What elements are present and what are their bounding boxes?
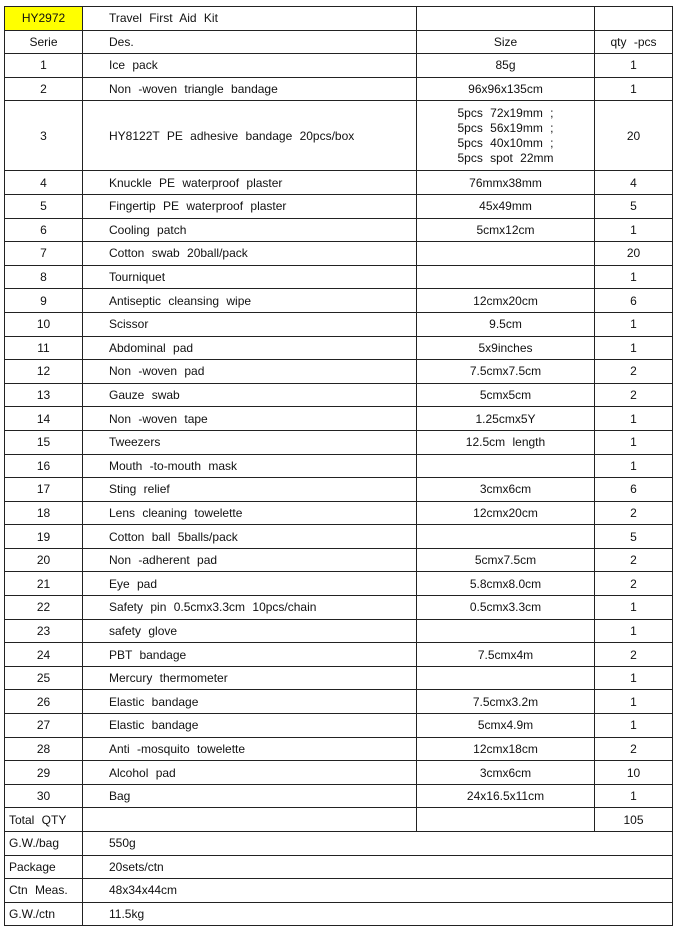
item-description: Cotton swab 20ball/pack (83, 242, 417, 266)
table-row (5, 501, 673, 525)
table-row (5, 383, 673, 407)
item-qty: 1 (595, 714, 673, 738)
item-size: 1.25cmx5Y (417, 407, 595, 431)
table-row (5, 784, 673, 808)
item-serie: 10 (5, 312, 83, 336)
total-blank-des (83, 808, 417, 832)
table-row (5, 101, 673, 171)
item-size: 5x9inches (417, 336, 595, 360)
item-serie: 17 (5, 478, 83, 502)
item-qty: 1 (595, 218, 673, 242)
item-serie: 20 (5, 548, 83, 572)
item-qty: 1 (595, 430, 673, 454)
item-serie: 26 (5, 690, 83, 714)
table-row (5, 454, 673, 478)
item-qty: 1 (595, 336, 673, 360)
kit-spec-table (4, 6, 673, 926)
table-row (5, 336, 673, 360)
item-description: HY8122T PE adhesive bandage 20pcs/box (83, 101, 417, 171)
table-row (5, 619, 673, 643)
info-row (5, 832, 673, 856)
info-row (5, 879, 673, 903)
item-description: Anti -mosquito towelette (83, 737, 417, 761)
table-row (5, 289, 673, 313)
item-description: Antiseptic cleansing wipe (83, 289, 417, 313)
item-qty: 1 (595, 54, 673, 78)
table-row (5, 548, 673, 572)
item-size: 9.5cm (417, 312, 595, 336)
item-size: 76mmx38mm (417, 171, 595, 195)
item-size-line: 5pcs 56x19mm ; (457, 120, 554, 135)
item-size: 3cmx6cm (417, 478, 595, 502)
table-row (5, 194, 673, 218)
table-row (5, 430, 673, 454)
info-value: 550g (83, 832, 673, 856)
table-row (5, 54, 673, 78)
item-size (417, 666, 595, 690)
item-serie: 13 (5, 383, 83, 407)
total-qty: 105 (595, 808, 673, 832)
item-serie: 23 (5, 619, 83, 643)
item-description: Non -woven triangle bandage (83, 77, 417, 101)
info-row (5, 902, 673, 926)
item-description: Non -woven tape (83, 407, 417, 431)
table-row (5, 242, 673, 266)
info-value: 11.5kg (83, 902, 673, 926)
item-serie: 19 (5, 525, 83, 549)
table-row (5, 643, 673, 667)
item-qty: 2 (595, 737, 673, 761)
product-title: Travel First Aid Kit (83, 7, 417, 31)
item-description: Fingertip PE waterproof plaster (83, 194, 417, 218)
item-description: Sting relief (83, 478, 417, 502)
item-serie: 15 (5, 430, 83, 454)
item-qty: 2 (595, 548, 673, 572)
item-description: safety glove (83, 619, 417, 643)
item-qty: 2 (595, 501, 673, 525)
item-size: 7.5cmx7.5cm (417, 360, 595, 384)
item-size (417, 242, 595, 266)
info-value: 20sets/ctn (83, 855, 673, 879)
item-qty: 1 (595, 596, 673, 620)
col-header-serie: Serie (5, 30, 83, 54)
total-blank-size (417, 808, 595, 832)
item-size (417, 525, 595, 549)
item-serie: 2 (5, 77, 83, 101)
item-size: 12cmx18cm (417, 737, 595, 761)
item-size: 5cmx7.5cm (417, 548, 595, 572)
item-qty: 5 (595, 194, 673, 218)
item-size: 45x49mm (417, 194, 595, 218)
item-size: 24x16.5x11cm (417, 784, 595, 808)
item-description: Ice pack (83, 54, 417, 78)
item-serie: 6 (5, 218, 83, 242)
item-description: Bag (83, 784, 417, 808)
item-serie: 22 (5, 596, 83, 620)
item-description: Elastic bandage (83, 714, 417, 738)
product-code: HY2972 (5, 7, 83, 31)
item-size-line: 5pcs 72x19mm ; (457, 105, 554, 120)
item-description: Non -adherent pad (83, 548, 417, 572)
item-qty: 1 (595, 77, 673, 101)
item-serie: 7 (5, 242, 83, 266)
item-serie: 9 (5, 289, 83, 313)
item-size-line: 5pcs 40x10mm ; (457, 135, 554, 150)
item-qty: 4 (595, 171, 673, 195)
item-serie: 1 (5, 54, 83, 78)
col-header-qty: qty -pcs (595, 30, 673, 54)
item-size (417, 454, 595, 478)
table-row (5, 666, 673, 690)
item-qty: 1 (595, 619, 673, 643)
table-row (5, 312, 673, 336)
item-description: Mercury thermometer (83, 666, 417, 690)
item-description: Tweezers (83, 430, 417, 454)
item-size (417, 619, 595, 643)
item-size: 5.8cmx8.0cm (417, 572, 595, 596)
item-size (417, 101, 595, 171)
item-description: Elastic bandage (83, 690, 417, 714)
item-description: Scissor (83, 312, 417, 336)
item-qty: 2 (595, 360, 673, 384)
table-row (5, 690, 673, 714)
table-row (5, 407, 673, 431)
item-size: 96x96x135cm (417, 77, 595, 101)
item-description: Abdominal pad (83, 336, 417, 360)
item-size (417, 265, 595, 289)
item-qty: 6 (595, 289, 673, 313)
info-label: Package (5, 855, 83, 879)
item-serie: 18 (5, 501, 83, 525)
item-serie: 29 (5, 761, 83, 785)
item-size: 0.5cmx3.3cm (417, 596, 595, 620)
item-serie: 30 (5, 784, 83, 808)
table-row (5, 525, 673, 549)
item-description: Gauze swab (83, 383, 417, 407)
item-qty: 20 (595, 242, 673, 266)
item-serie: 11 (5, 336, 83, 360)
table-row (5, 218, 673, 242)
item-qty: 2 (595, 572, 673, 596)
item-description: Safety pin 0.5cmx3.3cm 10pcs/chain (83, 596, 417, 620)
table-row (5, 572, 673, 596)
item-description: Cooling patch (83, 218, 417, 242)
item-serie: 5 (5, 194, 83, 218)
item-description: Tourniquet (83, 265, 417, 289)
item-serie: 12 (5, 360, 83, 384)
item-size: 7.5cmx3.2m (417, 690, 595, 714)
item-serie: 16 (5, 454, 83, 478)
item-description: Lens cleaning towelette (83, 501, 417, 525)
item-qty: 5 (595, 525, 673, 549)
item-qty: 1 (595, 265, 673, 289)
item-size: 12cmx20cm (417, 501, 595, 525)
info-label: G.W./ctn (5, 902, 83, 926)
table-row (5, 478, 673, 502)
item-qty: 1 (595, 312, 673, 336)
item-serie: 8 (5, 265, 83, 289)
table-row (5, 171, 673, 195)
total-label: Total QTY (5, 808, 83, 832)
item-description: Alcohol pad (83, 761, 417, 785)
item-serie: 21 (5, 572, 83, 596)
item-serie: 14 (5, 407, 83, 431)
item-serie: 27 (5, 714, 83, 738)
info-label: Ctn Meas. (5, 879, 83, 903)
item-size: 5cmx4.9m (417, 714, 595, 738)
item-description: PBT bandage (83, 643, 417, 667)
table-row (5, 360, 673, 384)
item-size: 5cmx12cm (417, 218, 595, 242)
item-size: 7.5cmx4m (417, 643, 595, 667)
item-qty: 1 (595, 454, 673, 478)
item-size-line: 5pcs spot 22mm (457, 150, 554, 165)
item-size: 5cmx5cm (417, 383, 595, 407)
table-row (5, 77, 673, 101)
title-row (5, 7, 673, 31)
item-serie: 25 (5, 666, 83, 690)
item-qty: 1 (595, 784, 673, 808)
col-header-des: Des. (83, 30, 417, 54)
item-size: 85g (417, 54, 595, 78)
item-size: 12cmx20cm (417, 289, 595, 313)
table-row (5, 737, 673, 761)
item-serie: 28 (5, 737, 83, 761)
item-description: Knuckle PE waterproof plaster (83, 171, 417, 195)
item-qty: 2 (595, 643, 673, 667)
item-serie: 4 (5, 171, 83, 195)
item-qty: 20 (595, 101, 673, 171)
table-row (5, 761, 673, 785)
item-serie: 3 (5, 101, 83, 171)
item-qty: 2 (595, 383, 673, 407)
table-row (5, 714, 673, 738)
info-value: 48x34x44cm (83, 879, 673, 903)
item-size: 12.5cm length (417, 430, 595, 454)
info-row (5, 855, 673, 879)
total-row (5, 808, 673, 832)
header-row (5, 30, 673, 54)
item-size: 3cmx6cm (417, 761, 595, 785)
item-description: Cotton ball 5balls/pack (83, 525, 417, 549)
item-qty: 1 (595, 407, 673, 431)
item-description: Eye pad (83, 572, 417, 596)
item-qty: 1 (595, 690, 673, 714)
item-description: Non -woven pad (83, 360, 417, 384)
item-qty: 10 (595, 761, 673, 785)
table-row (5, 265, 673, 289)
table-row (5, 596, 673, 620)
item-description: Mouth -to-mouth mask (83, 454, 417, 478)
item-serie: 24 (5, 643, 83, 667)
info-label: G.W./bag (5, 832, 83, 856)
item-qty: 6 (595, 478, 673, 502)
item-qty: 1 (595, 666, 673, 690)
col-header-size: Size (417, 30, 595, 54)
